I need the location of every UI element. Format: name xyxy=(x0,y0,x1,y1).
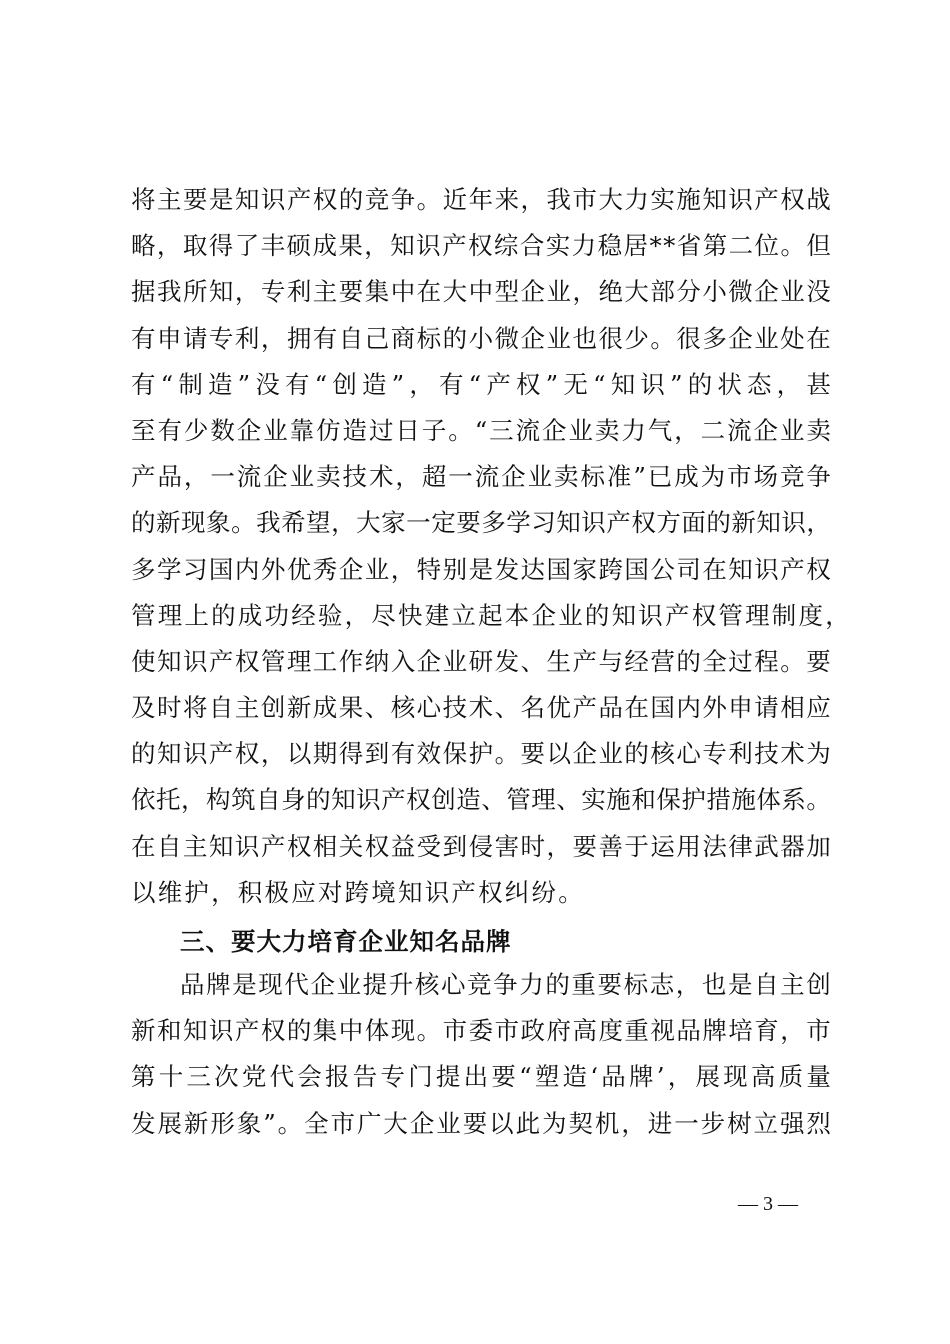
paragraph-line: 的 知 识 产 权 ， 以 期 得 到 有 效 保 护 。 要 以 企 业 的 核 心 专 利 技 术 为 xyxy=(131,739,831,769)
paragraph-line: 据 我 所 知 ， 专 利 主 要 集 中 在 大 中 型 企 业 ， 绝 大 部 分 小 微 企 业 没 xyxy=(131,277,831,307)
paragraph-line: 多 学 习 国 内 外 优 秀 企 业 ， 特 别 是 发 达 国 家 跨 国 公 司 在 知 识 产 权 xyxy=(131,554,831,584)
paragraph-line: 管理上的成功经验，尽快建立起本企业的知识产权管理制度， xyxy=(131,600,852,630)
paragraph-line: 依 托 ， 构 筑 自 身 的 知 识 产 权 创 造 、 管 理 、 实 施 和 保 护 措 施 体 系 。 xyxy=(131,785,831,815)
paragraph-line: 品 牌 是 现 代 企 业 提 升 核 心 竞 争 力 的 重 要 标 志 ， 也 是 自 主 创 xyxy=(180,970,831,999)
paragraph-line: 有 申 请 专 利 ， 拥 有 自 己 商 标 的 小 微 企 业 也 很 少 。 很 多 企 业 处 在 xyxy=(131,323,831,353)
paragraph-line: 有 “ 制 造 ” 没 有 “ 创 造 ” ， 有 “ 产 权 ” 无 “ 知 识 ” 的 状 态 ， 甚 xyxy=(131,369,831,399)
paragraph-line: 第 十 三 次 党 代 会 报 告 专 门 提 出 要 “ 塑 造 ‘ 品 牌 ’ ， 展 现 高 质 量 xyxy=(131,1062,831,1092)
paragraph-line: 以维护，积极应对跨境知识产权纠纷。 xyxy=(131,877,585,907)
paragraph-line: 新 和 知 识 产 权 的 集 中 体 现 。 市 委 市 政 府 高 度 重 视 品 牌 培 育 ， 市 xyxy=(131,1016,831,1046)
body-paragraph-1 xyxy=(131,177,852,916)
paragraph-line: 使 知 识 产 权 管 理 工 作 纳 入 企 业 研 发 、 生 产 与 经 营 的 全 过 程 。 要 xyxy=(131,646,831,676)
paragraph-line: 的 新 现 象 。 我 希 望 ， 大 家 一 定 要 多 学 习 知 识 产 权 方 面 的 新 知 识 ， xyxy=(131,508,831,538)
paragraph-line: 略 ， 取 得 了 丰 硕 成 果 ， 知 识 产 权 综 合 实 力 稳 居 * * 省 第 二 位 。 但 xyxy=(131,231,831,261)
paragraph-line: 将 主 要 是 知 识 产 权 的 竞 争 。 近 年 来 ， 我 市 大 力 实 施 知 识 产 权 战 xyxy=(131,185,831,214)
paragraph-line: 产 品 ， 一 流 企 业 卖 技 术 ， 超 一 流 企 业 卖 标 准 ” 已 成 为 市 场 竞 争 xyxy=(131,462,831,492)
page-number: — 3 — xyxy=(738,1193,798,1215)
paragraph-line: 及 时 将 自 主 创 新 成 果 、 核 心 技 术 、 名 优 产 品 在 国 内 外 申 请 相 应 xyxy=(131,693,831,723)
paragraph-line: 在 自 主 知 识 产 权 相 关 权 益 受 到 侵 害 时 ， 要 善 于 运 用 法 律 武 器 加 xyxy=(131,831,831,861)
paragraph-line: 发 展 新 形 象 ” 。 全 市 广 大 企 业 要 以 此 为 契 机 ， 进 一 步 树 立 强 烈 xyxy=(131,1108,831,1138)
body-paragraph-2 xyxy=(131,962,831,1147)
paragraph-line: 至 有 少 数 企 业 靠 仿 造 过 日 子 。 “ 三 流 企 业 卖 力 气 ， 二 流 企 业 卖 xyxy=(131,415,831,445)
section-heading: 三、要大力培育企业知名品牌 xyxy=(180,927,512,956)
